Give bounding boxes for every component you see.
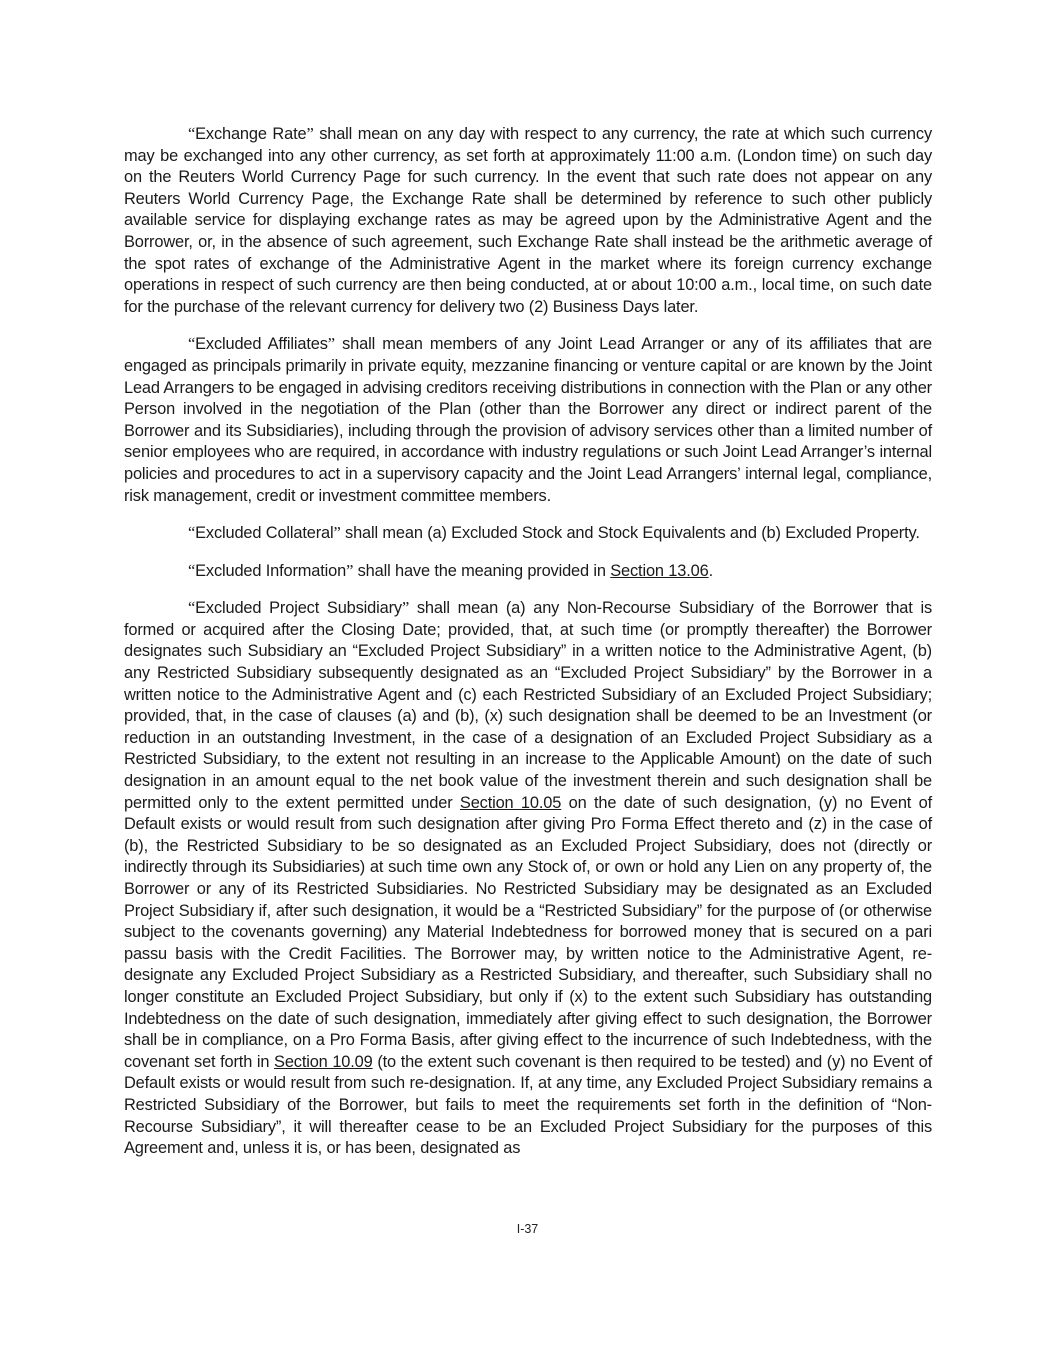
definition-text: shall mean members of any Joint Lead Arranger or any of its affiliates that are engaged as principals primarily in private equity, mezzanine financing or venture capital or are known by the Joint Lead Arrangers to be engaged in advising creditors receiving distributions in connection with the Plan or any other Person involved in the negotiation of the Plan (other than the Borrower any direct or indirect parent of the Borrower and its Subsidiaries), including through the provision of advisory services other than a limited number of senior employees who are required, in accordance with industry regulations or such Joint Lead Arranger’s internal policies and procedures to act in a supervisory capacity and the Joint Lead Arrangers’ internal legal, compliance, risk management, credit or investment committee members. [124,335,933,505]
defined-term: Excluded Information [195,561,347,580]
definition-text-part-2: on the date of such designation, (y) no Event of Default exists or would result from such designation after giving Pro Forma Effect thereto and (z) in the case of (b), the Restricted Subsidiary to be so designated as an Excluded Project Subsidiary, does not (directly or indirectly through its Subsidiaries) at such time own any Stock of, or own or hold any Lien on any property of, the Borrower or any of its Restricted Subsidiaries. No Restricted Subsidiary may be designated as an Excluded Project Subsidiary if, after such designation, it would be a “Restricted Subsidiary” for the purpose of (or otherwise subject to the covenants governing) any Material Indebtedness for borrowed money that is secured on a pari passu basis with the Credit Facilities. The Borrower may, by written notice to the Administrative Agent, re-designate any Excluded Project Subsidiary as a Restricted Subsidiary, and thereafter, such Subsidiary shall no longer constitute an Excluded Project Subsidiary, but only if (x) to the extent such Subsidiary has outstanding Indebtedness on the date of such designation, immediately after giving effect to such designation, the Borrower shall be in compliance, on a Pro Forma Basis, after giving effect to the incurrence of such Indebtedness, with the covenant set forth in [124,793,932,1071]
open-quote: “ [188,560,196,580]
defined-term: Excluded Collateral [195,524,334,543]
definition-text-part-3: (to the extent such covenant is then required to be tested) and (y) no Event of Default exists or would result from such re-designation. If, at any time, any Excluded Project Subsidiary remains a Restricted Subsidiary of the Borrower, but fails to meet the requirements set forth in the definition of “Non-Recourse Subsidiary”, it will thereafter cease to be an Excluded Project Subsidiary for the purposes of this Agreement and, unless it is, or has been, designated as [124,1052,933,1158]
definition-text-end: . [708,561,713,580]
close-quote: ” [327,334,335,354]
defined-term: Excluded Affiliates [195,335,328,354]
close-quote: ” [401,598,410,618]
open-quote: “ [188,523,196,543]
definition-text: shall have the meaning provided in [357,561,611,580]
document-page [124,123,932,1175]
section-reference-link[interactable]: Section 10.09 [274,1052,373,1071]
definition-excluded-information [124,560,932,583]
open-quote: “ [188,598,196,618]
definition-excluded-affiliates [124,333,932,507]
defined-term: Excluded Project Subsidiary [195,599,402,618]
close-quote: ” [346,560,354,580]
section-reference-link[interactable]: Section 13.06 [610,561,709,580]
definition-excluded-collateral [124,522,932,545]
definition-text-part-1: shall mean (a) any Non-Recourse Subsidiary of the Borrower that is formed or acquired after the Closing Date; provided, that, at such time (or promptly thereafter) the Borrower designates such Subsidiary an “Excluded Project Subsidiary” in a written notice to the Administrative Agent, (b) any Restricted Subsidiary subsequently designated as an “Excluded Project Subsidiary” by the Borrower in a written notice to the Administrative Agent and (c) each Restricted Subsidiary of an Excluded Project Subsidiary; provided, that, in the case of clauses (a) and (b), (x) such designation shall be deemed to be an Investment (or reduction in an outstanding Investment, in the case of a designation of an Excluded Project Subsidiary as a Restricted Subsidiary, to the extent not resulting in an increase to the Applicable Amount) on the date of such designation in an amount equal to the net book value of the investment therein and such designation shall be permitted only to the extent permitted under [124,599,933,812]
open-quote: “ [188,334,196,354]
definition-exchange-rate [124,123,932,318]
page-number: I-37 [516,1222,539,1236]
close-quote: ” [333,523,341,543]
definition-excluded-project-subsidiary [124,597,932,1159]
defined-term: Exchange Rate [195,125,307,143]
definition-text: shall mean on any day with respect to any currency, the rate at which such currency may be exchanged into any other currency, as set forth at approximately 11:00 a.m. (London time) on such day on the Reuters World Currency Page for such currency. In the event that such rate does not appear on any Reuters World Currency Page, the Exchange Rate shall be determined by reference to such other publicly available service for displaying exchange rates as may be agreed upon by the Administrative Agent and the Borrower, or, in the absence of such agreement, such Exchange Rate shall instead be the arithmetic average of the spot rates of exchange of the Administrative Agent in the market where its foreign currency exchange operations in respect of such currency are then being conducted, at or about 10:00 a.m., local time, on such date for the purchase of the relevant currency for delivery two (2) Business Days later. [124,125,932,316]
open-quote: “ [188,124,196,143]
close-quote: ” [306,124,314,143]
definition-text: shall mean (a) Excluded Stock and Stock Equivalents and (b) Excluded Property. [345,524,920,543]
section-reference-link[interactable]: Section 10.05 [459,793,562,812]
